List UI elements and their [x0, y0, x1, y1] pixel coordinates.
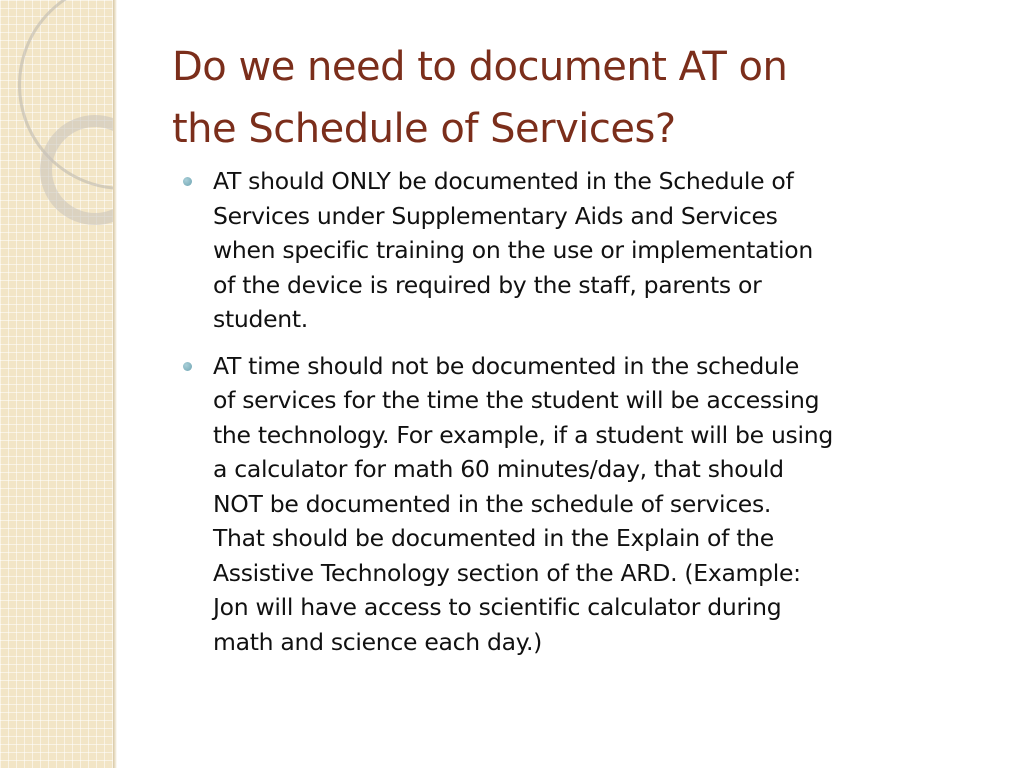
- bullet-line: Assistive Technology section of the ARD. (Example:: [213, 558, 801, 587]
- bullet-line: NOT be documented in the schedule of services.: [213, 489, 772, 518]
- slide-body: [180, 164, 1000, 671]
- bullet-dot-icon: [183, 362, 192, 371]
- bullet-line: AT should ONLY be documented in the Schedule of: [213, 167, 794, 195]
- side-panel-edge: [113, 0, 117, 768]
- bullet-line: math and science each day.): [213, 627, 543, 656]
- bullet-text: [213, 349, 1000, 660]
- bullet-list: [180, 164, 1000, 659]
- bullet-line: AT time should not be documented in the schedule: [213, 351, 800, 380]
- decorative-ring-small: [40, 115, 113, 225]
- bullet-text: [213, 164, 1000, 337]
- bullet-line: That should be documented in the Explain of the: [213, 524, 774, 552]
- bullet-dot-icon: [183, 177, 192, 186]
- decorative-ring-large: [18, 0, 113, 190]
- bullet-line: when specific training on the use or implementation: [213, 236, 813, 264]
- slide-title: [172, 36, 992, 160]
- bullet-item: [180, 349, 1000, 660]
- bullet-line: Services under Supplementary Aids and Services: [213, 201, 778, 230]
- decorative-side-panel: [0, 0, 113, 768]
- bullet-line: Jon will have access to scientific calculator during: [213, 593, 782, 621]
- bullet-item: [180, 164, 1000, 337]
- bullet-line: of services for the time the student will be accessing: [213, 386, 820, 414]
- bullet-line: student.: [213, 305, 308, 333]
- slide-title-line: Do we need to document AT on: [172, 44, 788, 90]
- bullet-line: a calculator for math 60 minutes/day, that should: [213, 455, 784, 483]
- slide-title-line: the Schedule of Services?: [172, 106, 676, 152]
- bullet-line: the technology. For example, if a student will be using: [213, 420, 833, 449]
- bullet-line: of the device is required by the staff, parents or: [213, 270, 762, 299]
